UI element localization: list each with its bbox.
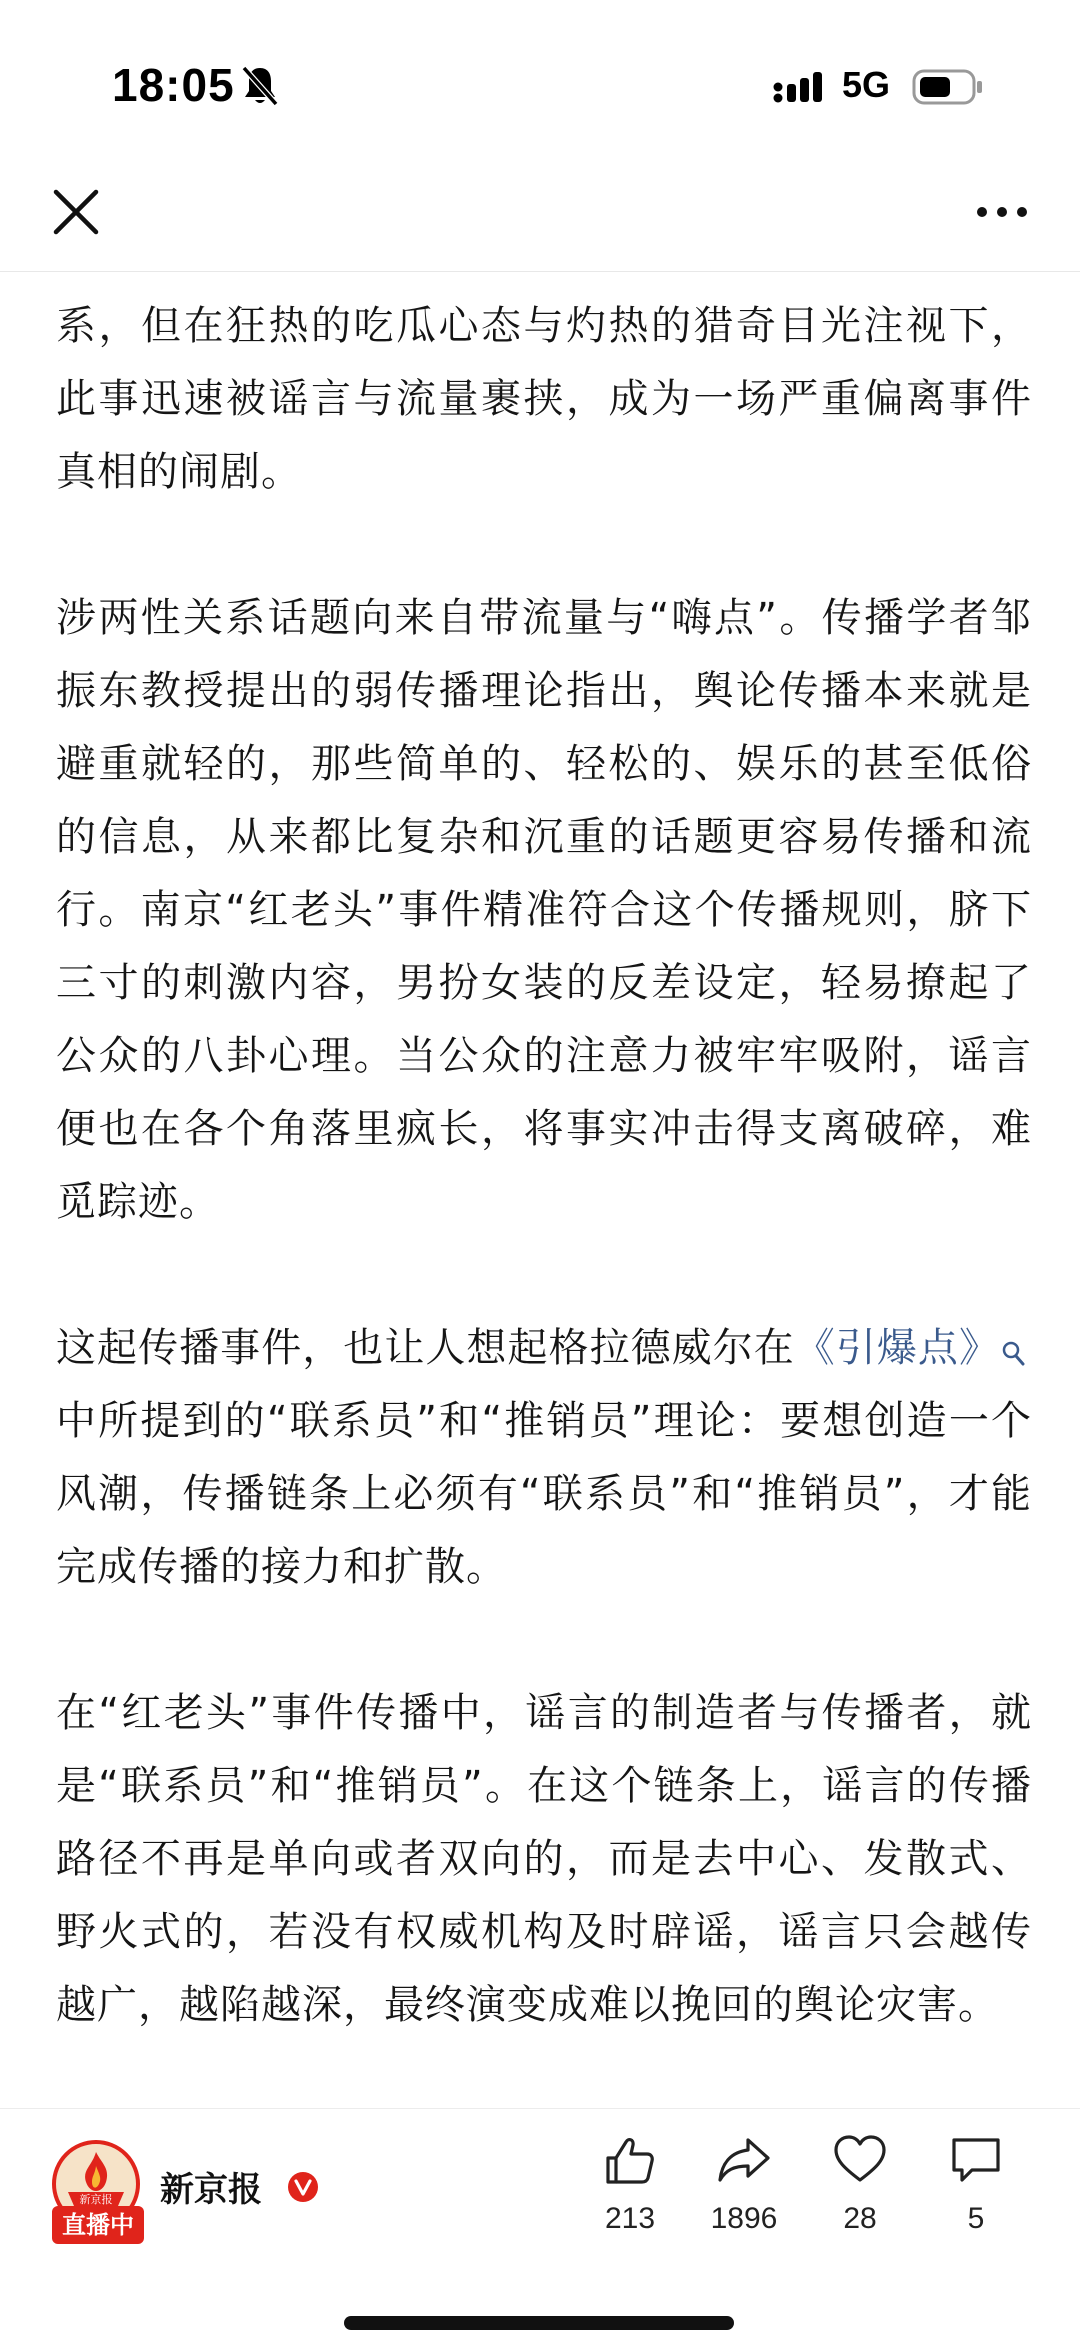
favorite-count: 28 — [843, 2202, 877, 2235]
thumbs-up-icon — [602, 2132, 658, 2188]
more-icon[interactable] — [972, 192, 1032, 232]
live-badge[interactable]: 直播中 — [52, 2206, 144, 2244]
bottom-divider — [0, 2108, 1080, 2109]
status-time: 18:05 — [112, 59, 235, 111]
paragraph-text-after-link: 中所提到的“联系员”和“推销员”理论：要想创造一个风潮，传播链条上必须有“联系员”和“推销员”，才能完成传播的接力和扩散。 — [56, 1398, 1032, 1590]
bottom-bar — [0, 2110, 1080, 2348]
nav-bar — [0, 170, 1080, 270]
signal-icon — [773, 70, 829, 104]
share-icon — [716, 2132, 772, 2188]
book-link[interactable]: 《引爆点》 — [794, 1325, 1001, 1371]
status-bar — [0, 0, 1080, 170]
share-count: 1896 — [710, 2202, 778, 2235]
close-icon[interactable] — [48, 184, 104, 240]
verified-icon — [286, 2170, 320, 2204]
battery-icon — [912, 68, 984, 106]
paragraph-text-before-link: 这起传播事件，也让人想起格拉德威尔在 — [56, 1325, 795, 1371]
article-paragraph-2: 涉两性关系话题向来自带流量与“嗨点”。传播学者邹振东教授提出的弱传播理论指出，舆论传播本来就是避重就轻的，那些简单的、轻松的、娱乐的甚至低俗的信息，从来都比复杂和沉重的话题更容易传播和流行。南京“红老头”事件精准符合这个传播规则，脐下三寸的刺激内容，男扮女装的反差设定，轻易撩起了公众的八卦心理。当公众的注意力被牢牢吸附，谣言便也在各个角落里疯长，将事实冲击得支离破碎，难觅踪迹。 — [56, 595, 1032, 1225]
bell-muted-icon — [240, 64, 280, 108]
home-indicator[interactable] — [344, 2316, 734, 2330]
heart-icon — [832, 2132, 888, 2188]
like-button[interactable] — [570, 2132, 690, 2252]
article-paragraph-1: 系，但在狂热的吃瓜心态与灼热的猎奇目光注视下，此事迅速被谣言与流量裹挟，成为一场严重偏离事件真相的闹剧。 — [56, 303, 1032, 495]
network-label: 5G — [842, 64, 891, 105]
nav-divider — [0, 271, 1080, 272]
comment-button[interactable] — [916, 2132, 1036, 2252]
article-paragraph-3 — [56, 1312, 1032, 1604]
article-body — [56, 290, 1032, 2115]
source-name[interactable]: 新京报 — [160, 2170, 262, 2210]
article-paragraph-4: 在“红老头”事件传播中，谣言的制造者与传播者，就是“联系员”和“推销员”。在这个链条上，谣言的传播路径不再是单向或者双向的，而是去中心、发散式、野火式的，若没有权威机构及时辟谣，谣言只会越传越广，越陷越深，最终演变成难以挽回的舆论灾害。 — [56, 1690, 1032, 2028]
like-count: 213 — [604, 2202, 656, 2235]
logo-text: 新京报 — [79, 2193, 113, 2206]
comment-icon — [948, 2132, 1004, 2188]
search-icon[interactable] — [1000, 1320, 1028, 1350]
comment-count: 5 — [967, 2202, 985, 2235]
favorite-button[interactable] — [800, 2132, 920, 2252]
share-button[interactable] — [684, 2132, 804, 2252]
